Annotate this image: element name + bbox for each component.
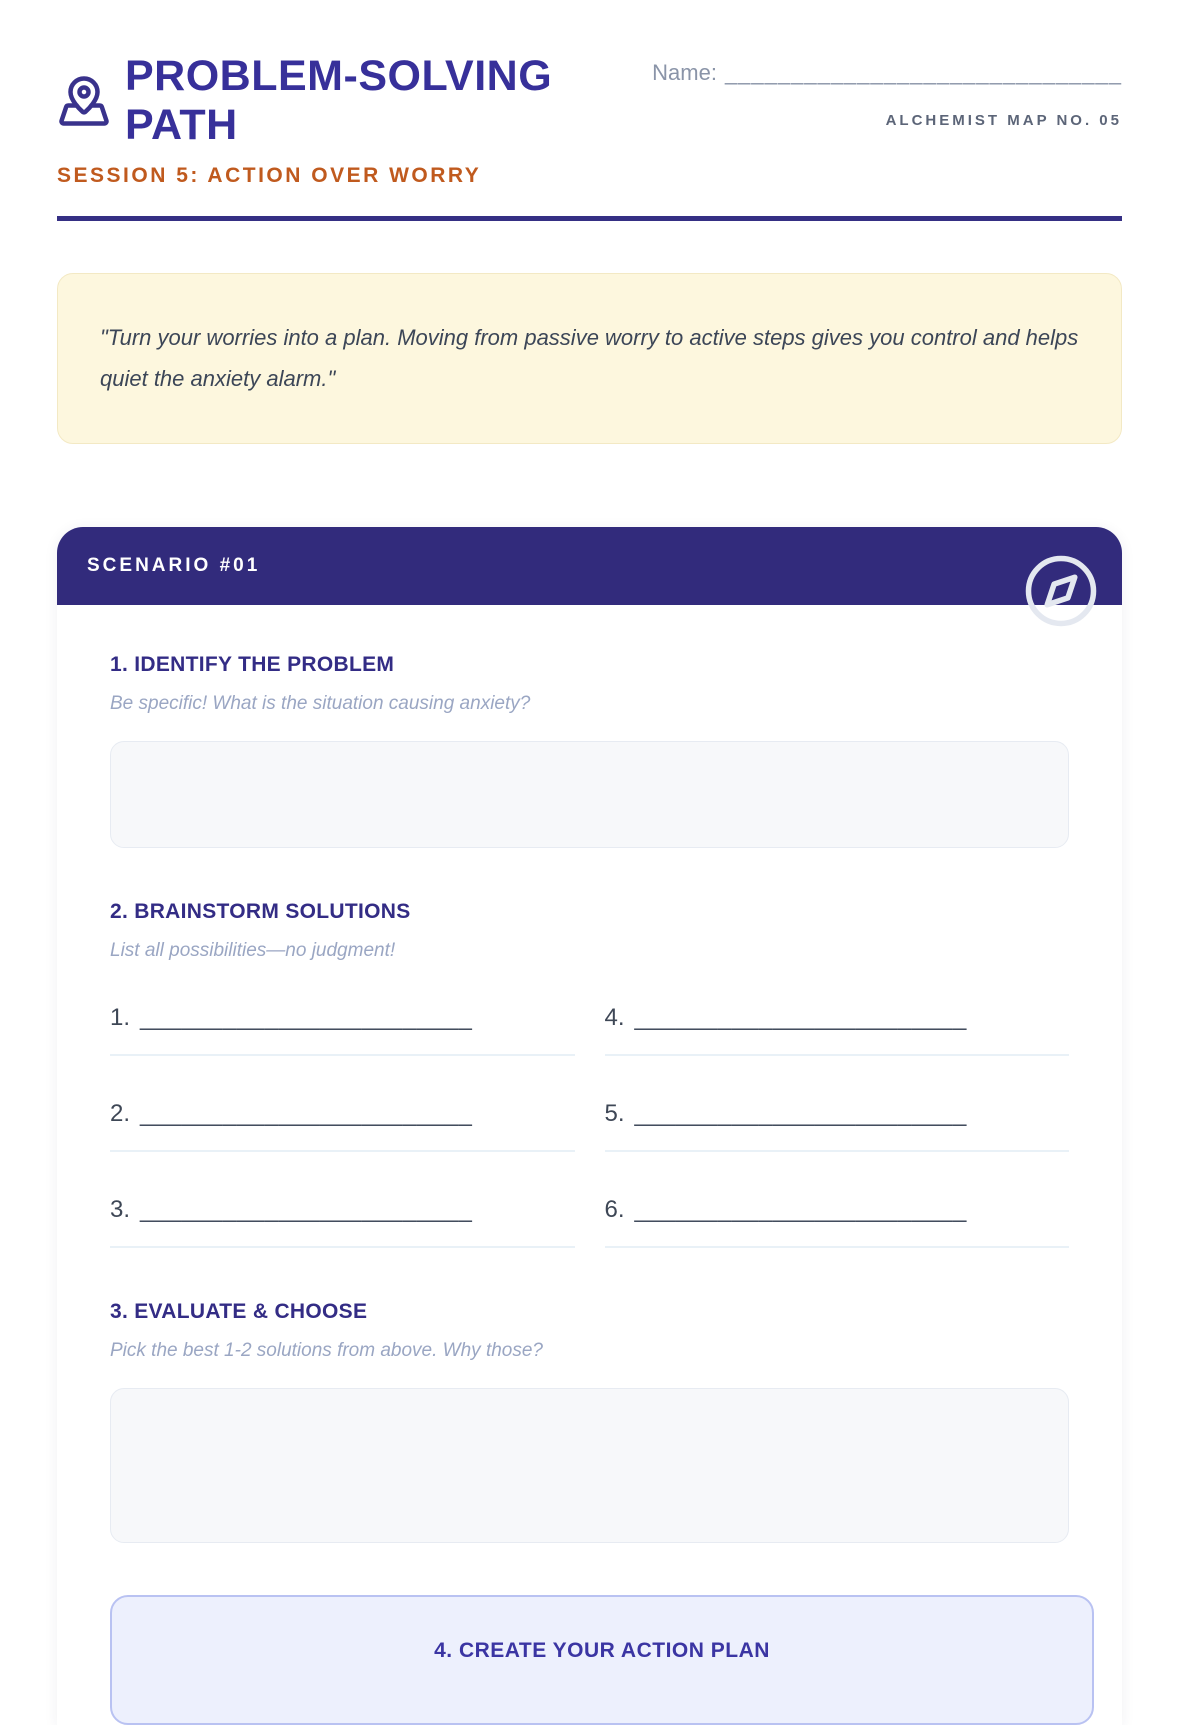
- step4-heading: 4. CREATE YOUR ACTION PLAN: [434, 1639, 770, 1663]
- item-blank-line[interactable]: ________________________: [634, 1100, 967, 1128]
- item-blank-line[interactable]: ________________________: [140, 1196, 473, 1224]
- compass-icon: [1022, 552, 1100, 630]
- brainstorm-item-3: [110, 1196, 575, 1248]
- title-row: [57, 52, 663, 150]
- page-title: PROBLEM-SOLVING PATH: [125, 52, 553, 149]
- name-blank-line[interactable]: ______________________________: [724, 60, 1122, 85]
- map-number: ALCHEMIST MAP NO. 05: [885, 112, 1122, 129]
- item-number: 1.: [110, 1004, 131, 1032]
- brainstorm-item-2: [110, 1100, 575, 1152]
- step1-heading: 1. IDENTIFY THE PROBLEM: [110, 653, 395, 677]
- scenario-card: [57, 527, 1122, 1725]
- session-subtitle: SESSION 5: ACTION OVER WORRY: [57, 164, 482, 187]
- scenario-header-band: [57, 527, 1122, 605]
- brainstorm-grid: [110, 1004, 1069, 1292]
- step3-answer-box[interactable]: [110, 1388, 1069, 1543]
- header-right: [652, 52, 1122, 129]
- name-field: [652, 60, 1122, 86]
- item-number: 2.: [110, 1100, 131, 1128]
- name-label: Name:: [652, 60, 717, 85]
- brainstorm-item-4: [605, 1004, 1070, 1056]
- item-number: 4.: [604, 1004, 625, 1032]
- header-divider: [57, 216, 1122, 221]
- step2-heading: 2. BRAINSTORM SOLUTIONS: [110, 900, 411, 924]
- item-number: 3.: [110, 1196, 131, 1224]
- item-blank-line[interactable]: ________________________: [634, 1196, 967, 1224]
- item-number: 5.: [604, 1100, 625, 1128]
- item-number: 6.: [604, 1196, 625, 1224]
- quote-text: "Turn your worries into a plan. Moving from passive worry to active steps gives you control and helps quiet the anxiety alarm.": [100, 325, 1079, 391]
- step1-hint: Be specific! What is the situation causing anxiety?: [110, 693, 531, 715]
- quote-box: [57, 273, 1122, 444]
- brainstorm-item-5: [605, 1100, 1070, 1152]
- step2-hint: List all possibilities—no judgment!: [110, 940, 396, 962]
- scenario-badge: SCENARIO #01: [87, 555, 261, 577]
- header-left: [57, 52, 663, 188]
- worksheet-header: [57, 52, 1122, 188]
- step-brainstorm-solutions: [110, 900, 1069, 1292]
- step1-answer-box[interactable]: [110, 741, 1069, 848]
- item-blank-line[interactable]: ________________________: [140, 1004, 473, 1032]
- step-evaluate-choose: [110, 1300, 1069, 1543]
- scenario-body: [57, 605, 1122, 1725]
- item-blank-line[interactable]: ________________________: [634, 1004, 967, 1032]
- map-pin-icon: [57, 74, 111, 128]
- step-action-plan-box: [110, 1595, 1094, 1725]
- brainstorm-item-6: [605, 1196, 1070, 1248]
- step-identify-problem: [110, 653, 1069, 848]
- step3-hint: Pick the best 1-2 solutions from above. Why those?: [110, 1340, 543, 1362]
- brainstorm-item-1: [110, 1004, 575, 1056]
- step3-heading: 3. EVALUATE & CHOOSE: [110, 1300, 368, 1324]
- item-blank-line[interactable]: ________________________: [140, 1100, 473, 1128]
